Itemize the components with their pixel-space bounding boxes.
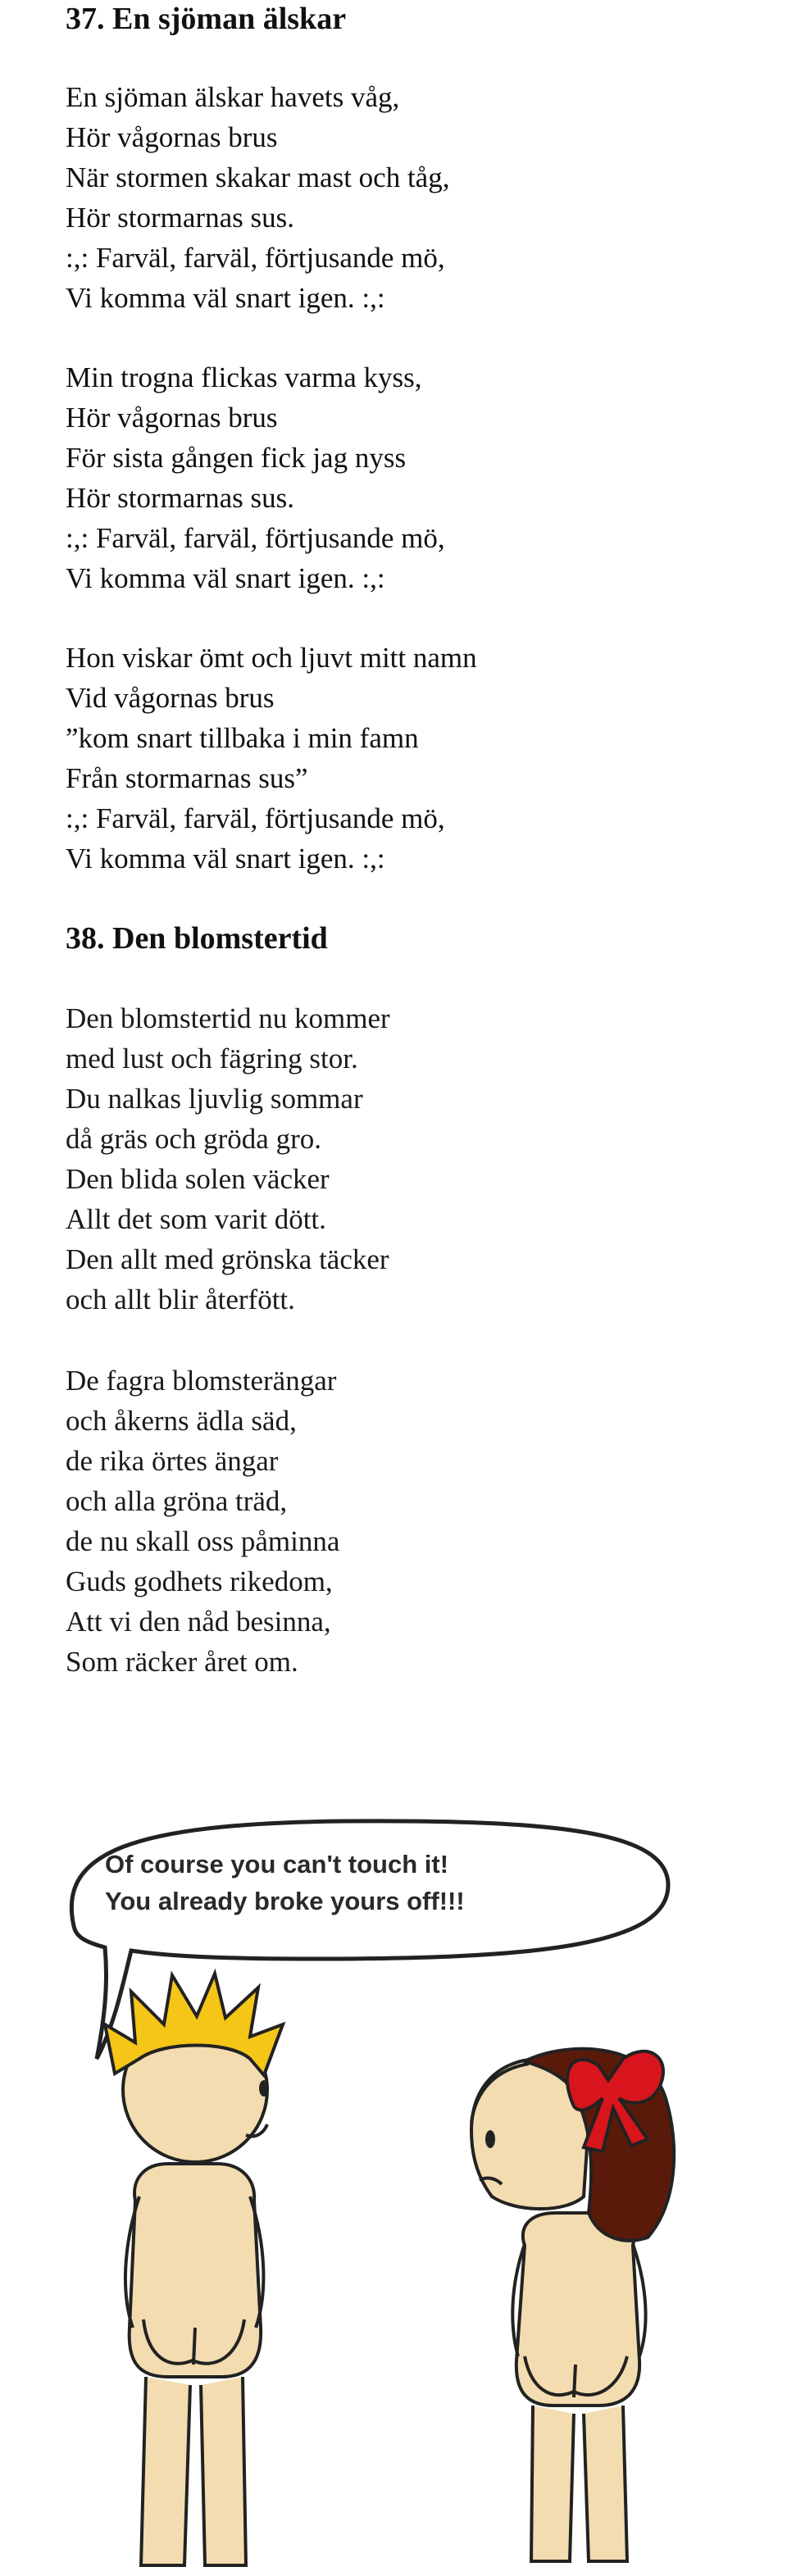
verse-line: :,: Farväl, farväl, förtjusande mö, [66, 522, 445, 554]
cartoon-svg [0, 1754, 787, 2576]
verse-line: Vi komma väl snart igen. :,: [66, 282, 385, 314]
verse-line: Allt det som varit dött. [66, 1203, 326, 1235]
verse-line: När stormen skakar mast och tåg, [66, 161, 450, 193]
verse-line: :,: Farväl, farväl, förtjusande mö, [66, 242, 445, 274]
song-title: 37. En sjöman älskar [66, 2, 347, 36]
verse-line: Vi komma väl snart igen. :,: [66, 843, 385, 875]
verse [66, 77, 738, 318]
speech-line: Of course you can't touch it! [105, 1850, 449, 1879]
verse-line: :,: Farväl, farväl, förtjusande mö, [66, 802, 445, 834]
verse-line: och alla gröna träd, [66, 1485, 288, 1517]
verse [66, 1361, 738, 1682]
verse-line: Hör stormarnas sus. [66, 202, 294, 234]
verse-line: de nu skall oss påminna [66, 1525, 340, 1557]
cartoon-illustration [0, 1754, 787, 2576]
eye [485, 2130, 495, 2148]
boy-figure [105, 1974, 283, 2565]
verse-line: Hon viskar ömt och ljuvt mitt namn [66, 642, 477, 674]
verse-line: de rika örtes ängar [66, 1445, 279, 1477]
verse-line: Den blida solen väcker [66, 1163, 330, 1195]
eye [259, 2080, 269, 2097]
verse-line: Som räcker året om. [66, 1646, 298, 1678]
verse-line: De fagra blomsterängar [66, 1365, 337, 1397]
song-title: 38. Den blomstertid [66, 921, 328, 956]
verse-line: med lust och fägring stor. [66, 1043, 358, 1074]
verse-line: Den blomstertid nu kommer [66, 1002, 390, 1034]
verse-line: Att vi den nåd besinna, [66, 1606, 331, 1638]
verse-line: ”kom snart tillbaka i min famn [66, 722, 419, 754]
verse-line: Vid vågornas brus [66, 682, 275, 714]
verse-line: Hör vågornas brus [66, 121, 278, 153]
verse-line: då gräs och gröda gro. [66, 1123, 321, 1155]
speech-line: You already broke yours off!!! [105, 1887, 465, 1915]
verse [66, 638, 738, 879]
verse-line: Guds godhets rikedom, [66, 1565, 333, 1597]
verse-line: Hör vågornas brus [66, 402, 278, 434]
verse [66, 357, 738, 598]
verse [66, 998, 738, 1320]
verse-line: Vi komma väl snart igen. :,: [66, 562, 385, 594]
verse-line: och allt blir återfött. [66, 1283, 295, 1315]
verse-line: Min trogna flickas varma kyss, [66, 361, 422, 393]
verse-line: Från stormarnas sus” [66, 762, 308, 794]
song-37 [66, 0, 738, 879]
song-38 [66, 920, 738, 1682]
verse-line: och åkerns ädla säd, [66, 1405, 297, 1437]
verse-line: Den allt med grönska täcker [66, 1243, 389, 1275]
verse-line: En sjöman älskar havets våg, [66, 81, 400, 113]
verse-line: Du nalkas ljuvlig sommar [66, 1083, 363, 1115]
verse-line: För sista gången fick jag nyss [66, 442, 407, 474]
girl-figure [471, 2049, 674, 2561]
verse-line: Hör stormarnas sus. [66, 482, 294, 514]
